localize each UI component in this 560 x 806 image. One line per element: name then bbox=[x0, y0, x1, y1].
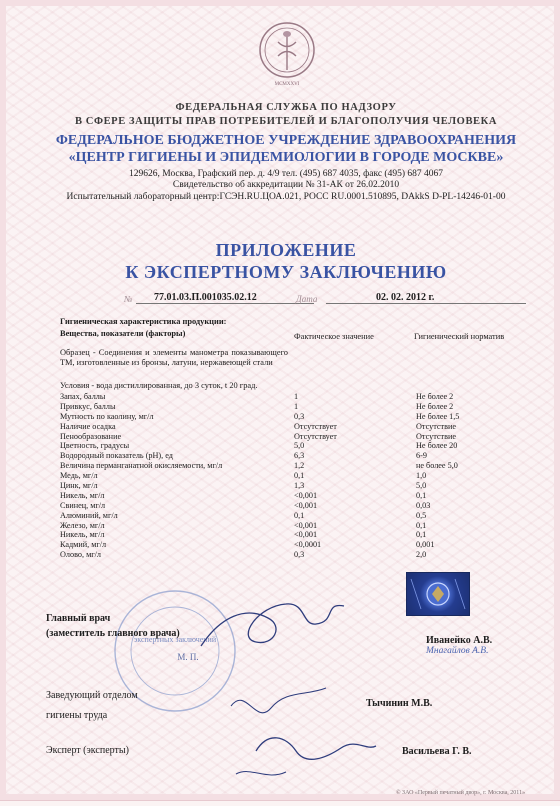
row-substance: Цветность, градусы bbox=[60, 441, 130, 451]
row-actual: Отсутствует bbox=[294, 431, 337, 441]
expert-name: Васильева Г. В. bbox=[402, 746, 472, 757]
row-substance: Никель, мг/л bbox=[60, 530, 105, 540]
address-line: 129626, Москва, Графский пер. д. 4/9 тел. (495) 687 4035, факс (495) 687 4067 bbox=[128, 169, 443, 179]
table-heading: Гигиеническая характеристика продукции: bbox=[60, 317, 227, 326]
row-substance: Алюминий, мг/л bbox=[60, 510, 118, 520]
hologram-emblem-icon bbox=[407, 573, 469, 615]
column-header-norm: Гигиенический норматив bbox=[414, 332, 505, 341]
row-substance: Цинк, мг/л bbox=[60, 481, 98, 491]
row-actual: <0,0001 bbox=[294, 540, 322, 550]
accreditation-line: Свидетельство об аккредитации № 31-АК от 26.02.2010 bbox=[172, 180, 400, 190]
hologram-sticker bbox=[406, 572, 470, 616]
row-substance: Кадмий, мг/л bbox=[60, 540, 107, 550]
number-label: № bbox=[124, 294, 133, 304]
row-actual: 0,1 bbox=[294, 510, 305, 520]
table-row bbox=[60, 422, 500, 432]
expert-label: Эксперт (эксперты) bbox=[46, 745, 129, 756]
row-norm: 1,0 bbox=[416, 471, 427, 481]
document-number: 77.01.03.П.001035.02.12 bbox=[136, 292, 314, 304]
row-norm: Не более 2 bbox=[416, 392, 454, 401]
department-head-label-2: гигиены труда bbox=[46, 710, 108, 721]
row-norm: Отсутствие bbox=[416, 431, 456, 441]
table-row bbox=[60, 471, 500, 481]
printer-footer: © ЗАО «Первый печатный двор», г. Москва, 2011» bbox=[396, 790, 526, 796]
lab-center-line: Испытательный лабораторный центр:ГСЭН.RU.ЦОА.021, РОСС RU.0001.510895, DAkkS D-PL-14246-01-00 bbox=[66, 192, 506, 202]
table-row bbox=[60, 540, 500, 550]
row-substance: Привкус, баллы bbox=[60, 401, 116, 411]
row-actual: <0,001 bbox=[294, 520, 318, 530]
agency-line-1: ФЕДЕРАЛЬНАЯ СЛУЖБА ПО НАДЗОРУ bbox=[175, 102, 397, 113]
chief-doctor-label: Главный врач bbox=[46, 613, 111, 624]
organization-line-1: ФЕДЕРАЛЬНОЕ БЮДЖЕТНОЕ УЧРЕЖДЕНИЕ ЗДРАВООХРАНЕНИЯ bbox=[55, 133, 517, 148]
table-row bbox=[60, 461, 500, 471]
row-norm: 5,0 bbox=[416, 481, 427, 491]
row-norm: 0,1 bbox=[416, 520, 427, 530]
row-actual: 0,3 bbox=[294, 550, 305, 560]
row-norm: 6-9 bbox=[416, 451, 427, 461]
table-row bbox=[60, 441, 500, 451]
row-substance: Свинец, мг/л bbox=[60, 500, 106, 510]
table-row bbox=[60, 530, 500, 540]
deputy-name: Мнагайлов А.В. bbox=[426, 646, 489, 656]
table-row bbox=[60, 550, 500, 560]
row-norm: Не более 1,5 bbox=[416, 411, 460, 421]
document-title-line-1: ПРИЛОЖЕНИЕ bbox=[215, 240, 357, 260]
row-actual: 1 bbox=[294, 392, 299, 401]
table-row bbox=[60, 521, 500, 531]
row-substance: Медь, мг/л bbox=[60, 471, 98, 481]
row-actual: Отсутствует bbox=[294, 421, 337, 431]
test-conditions: Условия - вода дистиллированная, до 3 суток, t 20 град. bbox=[60, 381, 258, 390]
row-substance: Запах, баллы bbox=[60, 392, 106, 401]
table-row bbox=[60, 402, 500, 412]
chief-doctor-name: Иванейко А.В. bbox=[426, 635, 493, 646]
row-actual: <0,001 bbox=[294, 490, 318, 500]
date-label: Дата bbox=[296, 294, 318, 304]
row-norm: 0,1 bbox=[416, 490, 427, 500]
row-norm: 0,03 bbox=[416, 500, 431, 510]
organization-line-2: «ЦЕНТР ГИГИЕНЫ И ЭПИДЕМИОЛОГИИ В ГОРОДЕ МОСКВЕ» bbox=[68, 150, 504, 165]
table-row bbox=[60, 511, 500, 521]
agency-line-2: В СФЕРЕ ЗАЩИТЫ ПРАВ ПОТРЕБИТЕЛЕЙ И БЛАГОПОЛУЧИЯ ЧЕЛОВЕКА bbox=[74, 116, 498, 127]
svg-text:MCMXXVI: MCMXXVI bbox=[274, 82, 300, 87]
row-substance: Мутность по каолину, мг/л bbox=[60, 411, 154, 421]
table-row bbox=[60, 491, 500, 501]
stamp-text: экспертных заключений bbox=[133, 635, 217, 644]
results-table bbox=[60, 392, 500, 560]
row-norm: Отсутствие bbox=[416, 421, 456, 431]
column-header-substances: Вещества, показатели (факторы) bbox=[60, 329, 186, 338]
table-row bbox=[60, 432, 500, 442]
row-norm: 2,0 bbox=[416, 550, 427, 560]
medical-emblem-icon bbox=[256, 20, 318, 88]
row-actual: 5,0 bbox=[294, 441, 305, 451]
document-date: 02. 02. 2012 г. bbox=[326, 292, 526, 304]
department-head-name: Тычинин М.В. bbox=[366, 698, 433, 709]
row-substance: Пенообразование bbox=[60, 431, 122, 441]
row-actual: <0,001 bbox=[294, 500, 318, 510]
row-norm: 0,1 bbox=[416, 530, 427, 540]
table-row bbox=[60, 501, 500, 511]
sample-description: Образец - Соединения и элементы манометра показывающего ТМ, изготовленные из бронзы, латуни, нержавеющей стали bbox=[60, 348, 288, 367]
row-actual: 0,1 bbox=[294, 471, 305, 481]
row-actual: 1,2 bbox=[294, 461, 305, 471]
table-row bbox=[60, 451, 500, 461]
row-actual: 1,3 bbox=[294, 481, 305, 491]
table-row bbox=[60, 481, 500, 491]
row-actual: <0,001 bbox=[294, 530, 318, 540]
row-norm: Не более 2 bbox=[416, 401, 454, 411]
row-substance: Олово, мг/л bbox=[60, 550, 101, 560]
row-substance: Водородный показатель (pH), ед bbox=[60, 451, 173, 461]
column-header-actual: Фактическое значение bbox=[294, 332, 374, 341]
deputy-chief-label: (заместитель главного врача) bbox=[46, 628, 180, 639]
row-norm: не более 5,0 bbox=[416, 461, 458, 471]
document-title-line-2: К ЭКСПЕРТНОМУ ЗАКЛЮЧЕНИЮ bbox=[125, 262, 447, 282]
table-row bbox=[60, 392, 500, 402]
row-actual: 1 bbox=[294, 401, 299, 411]
row-norm: 0,5 bbox=[416, 510, 427, 520]
department-head-label-1: Заведующий отделом bbox=[46, 690, 138, 701]
row-substance: Железо, мг/л bbox=[60, 520, 105, 530]
row-actual: 0,3 bbox=[294, 411, 305, 421]
row-norm: Не более 20 bbox=[416, 441, 458, 451]
table-row bbox=[60, 412, 500, 422]
row-substance: Никель, мг/л bbox=[60, 490, 105, 500]
row-substance: Наличие осадка bbox=[60, 421, 116, 431]
stamp-mark: М. П. bbox=[177, 652, 199, 662]
row-norm: 0,001 bbox=[416, 540, 435, 550]
row-actual: 6,3 bbox=[294, 451, 305, 461]
row-substance: Величина перманганатной окисляемости, мг/л bbox=[60, 461, 223, 471]
